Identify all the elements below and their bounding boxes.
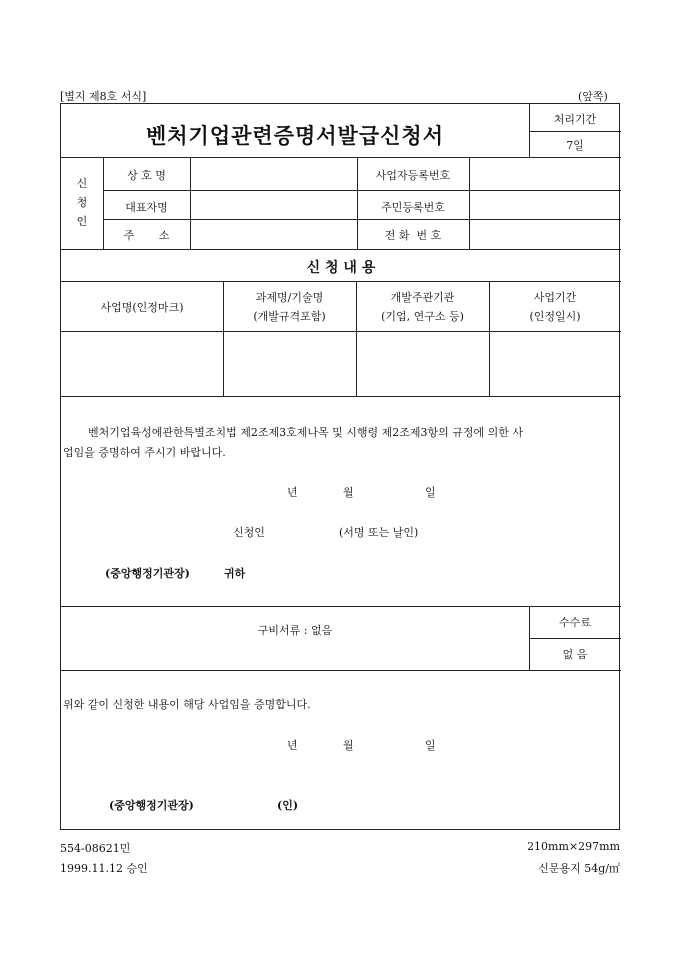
paper-type: 신문용지 54g/㎡	[538, 862, 620, 875]
col-project-name: 과제명/기술명	[255, 291, 324, 304]
col-business-name: 사업명(인정마크)	[100, 301, 184, 314]
form-label: [별지 제8호 서식]	[60, 90, 147, 103]
col-period: 사업기간	[533, 291, 577, 304]
processing-period-label: 처리기간	[553, 113, 597, 126]
statement-day: 일	[425, 486, 436, 499]
processing-period-value: 7일	[566, 139, 584, 152]
applicant-label-2: 청	[76, 196, 88, 209]
applicant-label-1: 신	[76, 177, 88, 190]
application-form	[60, 103, 620, 830]
col-project-name-sub: (개발규격포함)	[253, 310, 326, 323]
company-name-label: 상 호 명	[127, 169, 166, 182]
certification-day: 일	[425, 739, 436, 752]
side-label: (앞쪽)	[578, 90, 608, 103]
business-reg-label: 사업자등록번호	[375, 169, 451, 182]
statement-month: 월	[343, 486, 354, 499]
recipient-label: (중앙행정기관장)	[105, 567, 190, 580]
certification-year: 년	[287, 739, 298, 752]
representative-label: 대표자명	[125, 201, 168, 214]
applicant-sign-label: 신청인	[233, 526, 265, 539]
signature-label: (서명 또는 날인)	[339, 526, 419, 539]
fee-value: 없 음	[562, 648, 588, 661]
statement-line-2: 업임을 증명하여 주시기 바랍니다.	[63, 446, 226, 459]
required-documents: 구비서류 : 없음	[257, 624, 333, 637]
address-label: 주 소	[123, 229, 170, 242]
phone-label: 전 화 번 호	[384, 229, 442, 242]
certification-text: 위와 같이 신청한 내용이 해당 사업임을 증명합니다.	[63, 698, 311, 711]
fee-label: 수수료	[559, 616, 591, 629]
col-organization-sub: (기업, 연구소 등)	[381, 310, 464, 323]
seal-label: (인)	[277, 799, 299, 812]
form-code: 554-08621민	[60, 842, 131, 855]
approval-date: 1999.11.12 승인	[60, 862, 148, 875]
certification-month: 월	[343, 739, 354, 752]
statement-line-1: 벤처기업육성에관한특별조치법 제2조제3호제나목 및 시행령 제2조제3항의 규정에 의한 사	[88, 426, 524, 439]
col-period-sub: (인정일시)	[529, 310, 581, 323]
honorific-label: 귀하	[224, 567, 246, 580]
col-organization: 개발주관기관	[390, 291, 455, 304]
statement-year: 년	[287, 486, 298, 499]
applicant-label-3: 인	[76, 215, 88, 228]
resident-reg-label: 주민등록번호	[381, 201, 445, 214]
form-title: 벤처기업관련증명서발급신청서	[145, 123, 444, 148]
certification-authority: (중앙행정기관장)	[109, 799, 194, 812]
paper-size: 210mm×297mm	[527, 840, 620, 853]
request-section-title: 신 청 내 용	[306, 260, 376, 276]
